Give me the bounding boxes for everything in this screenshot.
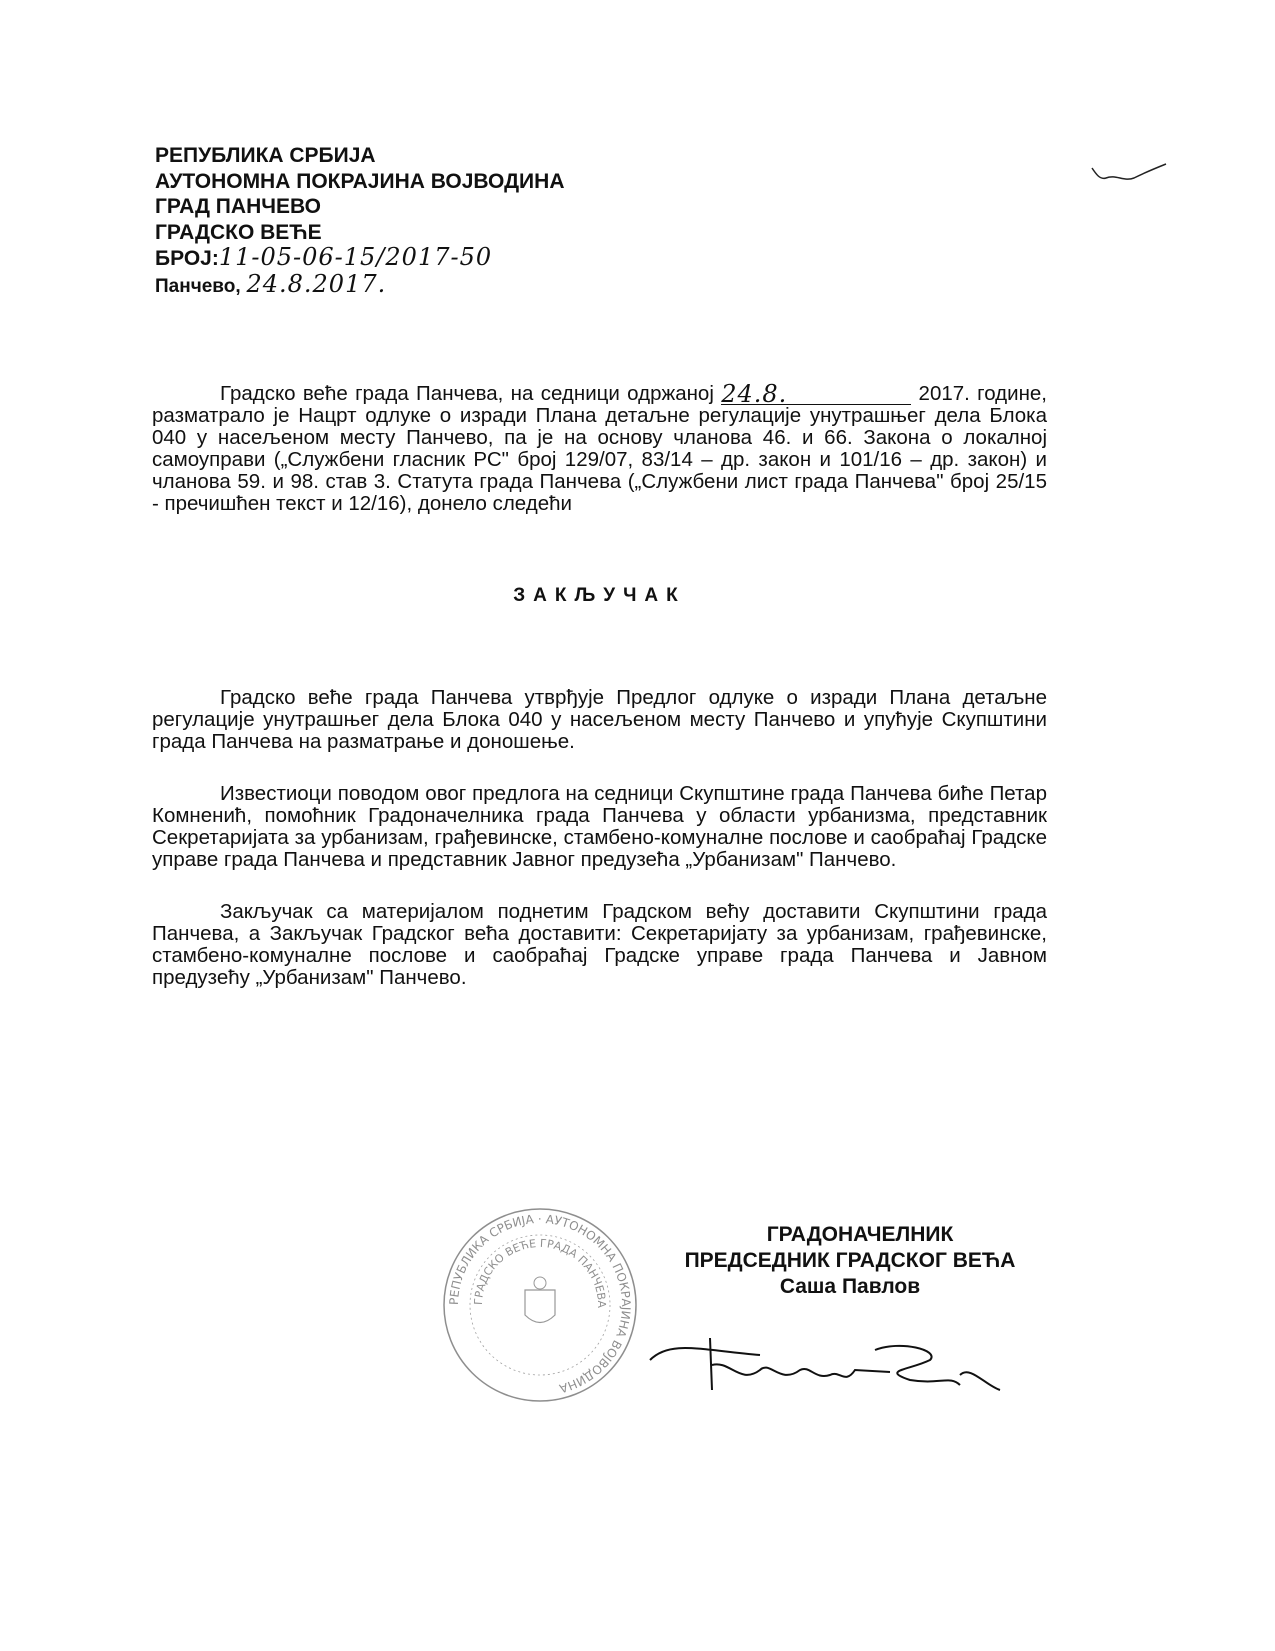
signatory-title: ГРАДОНАЧЕЛНИК	[766, 1223, 954, 1246]
header-line: ГРАД ПАНЧЕВО	[155, 195, 321, 218]
document-number	[155, 245, 564, 272]
handwritten-number: 11-05-06-15/2017-50	[218, 243, 493, 271]
paragraph-2	[152, 783, 1047, 871]
margin-scribble	[1090, 160, 1170, 200]
header-line: АУТОНОМНА ПОКРАЈИНА ВОЈВОДИНА	[155, 169, 565, 193]
place-label: Панчево,	[155, 275, 241, 297]
header-line: РЕПУБЛИКА СРБИЈА	[155, 144, 376, 167]
handwritten-date: 24.8.2017.	[246, 269, 387, 298]
official-stamp	[440, 1205, 640, 1405]
paragraph-3	[152, 901, 1047, 989]
header-line: ГРАДСКО ВЕЋЕ	[155, 220, 322, 244]
paragraph-1	[152, 687, 1047, 753]
paragraph-text: Градско веће града Панчева утврђује Предлог одлуке о изради Плана детаљне регулације унутрашњег дела Блока 040 у насељеном месту Панчево и упућује Скупштини града Панчева на разматрање и доношење.	[152, 686, 1047, 753]
number-label: БРОЈ:	[155, 247, 219, 270]
paragraph-text: Известиоци поводом овог предлога на седници Скупштине града Панчева биће Петар Комненић, помоћник Градоначелника града Панчева у области урбанизма, представник Секретаријата за урбанизам, грађевинске, стамбено-комуналне послове и саобраћај Градске управе града Панчева и представник Јавног предузећа „Урбанизам" Панчево.	[152, 782, 1047, 871]
stamp-outer-text: РЕПУБЛИКА СРБИЈА · АУТОНОМНА ПОКРАЈИНА ВОЈВОДИНА	[446, 1211, 634, 1396]
intro-paragraph	[152, 380, 1047, 515]
document-body	[152, 380, 1047, 989]
stamp-inner-text: ГРАДСКО ВЕЋЕ ГРАДА ПАНЧЕВА	[471, 1236, 609, 1309]
signatory-title-2: ПРЕДСЕДНИК ГРАДСКОГ ВЕЋА	[684, 1249, 1016, 1272]
paragraph-text: Закључак са материјалом поднетим Градском већу доставити Скупштини града Панчева, а Закључак Градског већа доставити: Секретаријату за урбанизам, грађевинске, стамбено-комуналне послове и саобраћај Градске управе града Панчева и Јавном предузећу „Урбанизам" Панчево.	[152, 900, 1047, 989]
document-title: ЗАКЉУЧАК	[513, 585, 686, 606]
signatory-name: Саша Павлов	[779, 1275, 921, 1298]
handwritten-session-date: 24.8.	[721, 380, 788, 408]
handwritten-signature	[640, 1330, 1020, 1400]
coat-of-arms-icon	[525, 1277, 555, 1323]
document-place-date	[155, 269, 564, 300]
signature-block	[640, 1222, 1060, 1300]
intro-text-cont: 2017. године, разматрало је Нацрт одлуке о изради Плана детаљне регулације унутрашњег дела Блока 040 у насељеном месту Панчево, па је на основу чланова 46. и 66. Закона о локалној самоуправи („Службени гласник РС" број 129/07, 83/14 – др. закон и 101/16 – др. закон) и чланова 59. и 98. став 3. Статута града Панчева („Службени лист града Панчева" број 25/15 - пречишћен текст и 12/16), донело следећи	[152, 382, 1047, 515]
intro-text: Градско веће града Панчева, на седници одржаној	[220, 382, 714, 405]
document-header	[155, 143, 564, 299]
date-blank	[721, 380, 911, 408]
